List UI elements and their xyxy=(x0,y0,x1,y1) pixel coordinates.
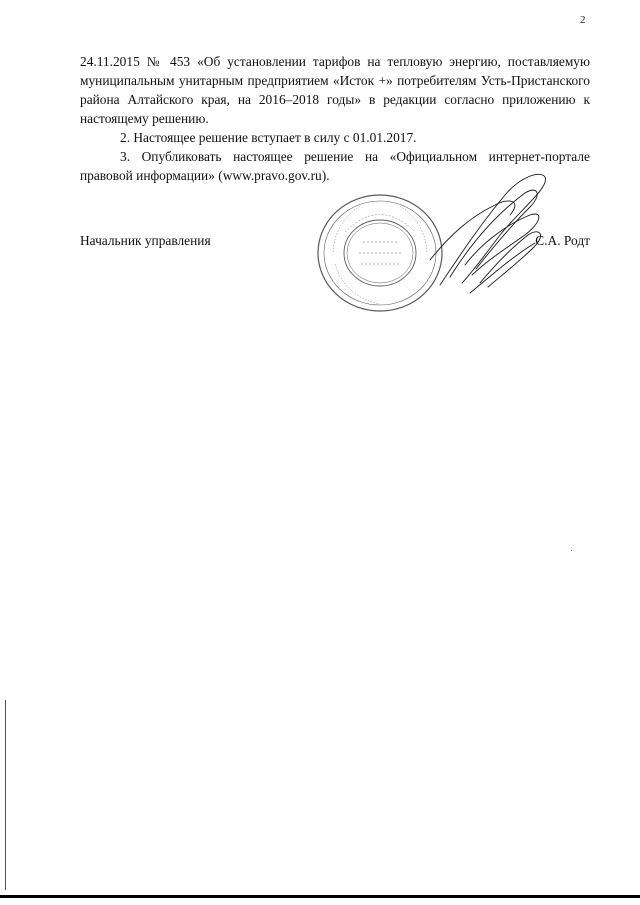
paragraph-continuation: 24.11.2015 № 453 «Об установлении тарифов на тепловую энергию, поставляемую муниципальным унитарным предприятием «Исток +» потребителям Усть-Пристанского района Алтайского края, на 2016–2018 годы» в редакции согласно приложению к настоящему решению. xyxy=(80,54,590,126)
signatory-name: С.А. Родт xyxy=(535,233,590,248)
scan-bottom-edge xyxy=(0,895,640,898)
paragraph-publication: 3. Опубликовать настоящее решение на «Официальном интернет-портале правовой информации» (www.pravo.gov.ru). xyxy=(80,149,590,183)
signature-block xyxy=(80,233,590,253)
scan-left-edge xyxy=(5,700,6,890)
page-number: 2 xyxy=(580,14,586,26)
signatory-position: Начальник управления xyxy=(80,233,211,248)
scan-speck xyxy=(571,550,572,551)
paragraph-effective-date: 2. Настоящее решение вступает в силу с 01.01.2017. xyxy=(120,130,417,145)
